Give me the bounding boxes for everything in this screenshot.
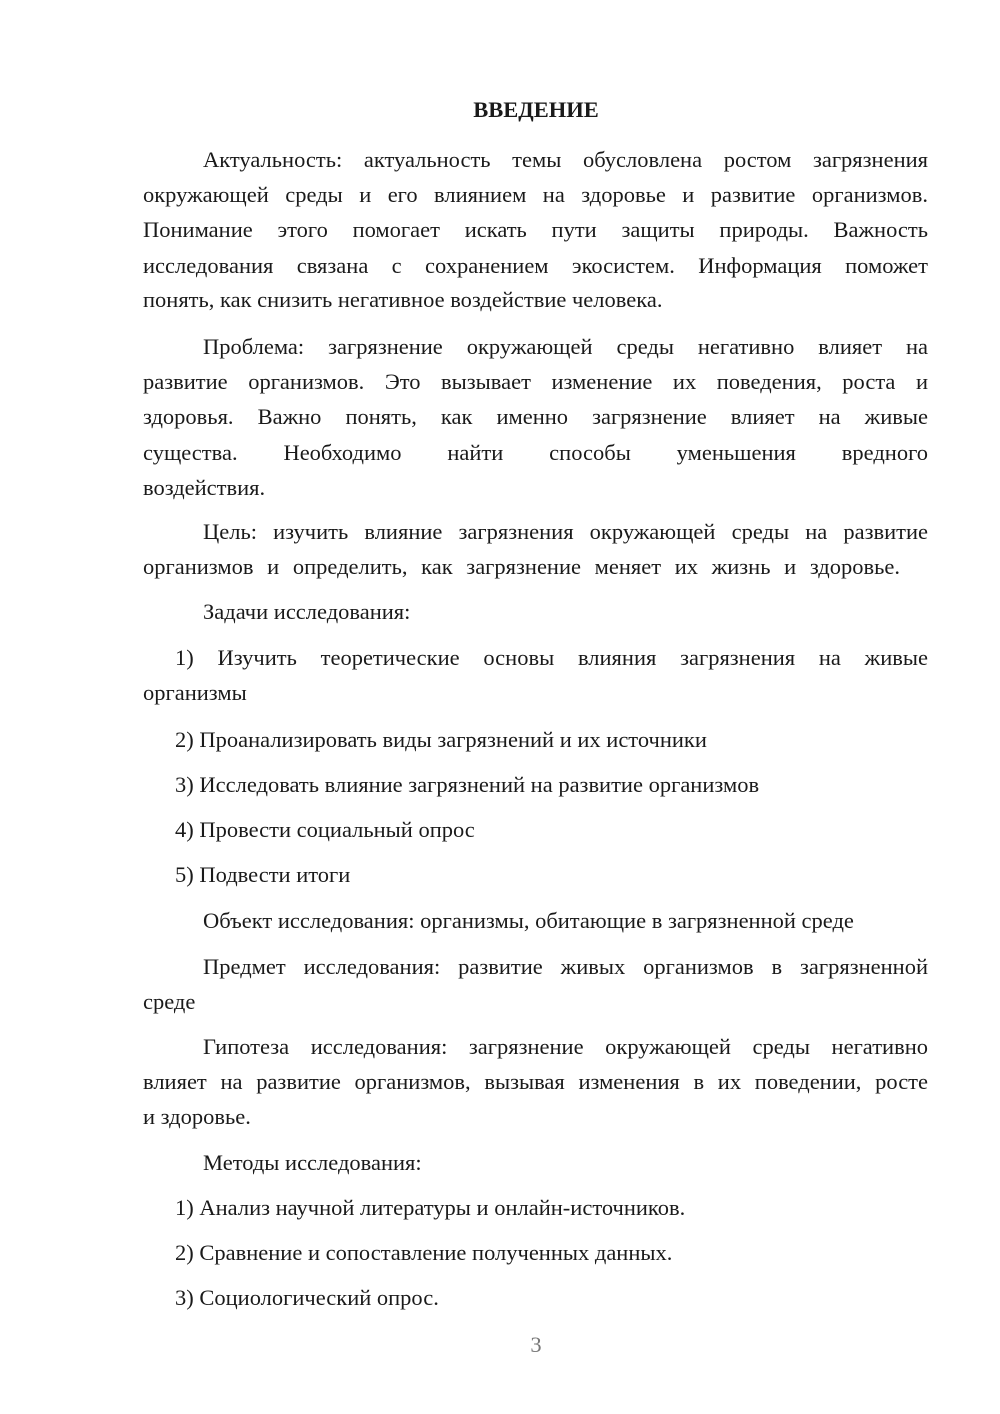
text-line: Проблема: загрязнение окружающей среды негативно влияет на	[203, 334, 928, 359]
text-line: Понимание этого помогает искать пути защиты природы. Важность	[143, 217, 928, 242]
text-line: развитие организмов. Это вызывает изменение их поведения, роста и	[143, 369, 928, 394]
text-line: Цель: изучить влияние загрязнения окружающей среды на развитие	[203, 519, 928, 544]
page-number: 3	[530, 1332, 542, 1357]
list-item: 3) Социологический опрос.	[175, 1285, 439, 1310]
section-title: ВВЕДЕНИЕ	[473, 97, 599, 122]
list-item: 1) Анализ научной литературы и онлайн-источников.	[175, 1195, 686, 1220]
object-paragraph: Объект исследования: организмы, обитающие в загрязненной среде	[203, 908, 854, 933]
text-line: окружающей среды и его влиянием на здоровье и развитие организмов.	[143, 182, 928, 207]
text-line: организмов и определить, как загрязнение меняет их жизнь и здоровье.	[143, 554, 900, 579]
text-line: влияет на развитие организмов, вызывая изменения в их поведении, росте	[143, 1069, 928, 1094]
text-line: понять, как снизить негативное воздействие человека.	[143, 287, 663, 312]
text-line: Актуальность: актуальность темы обусловлена ростом загрязнения	[203, 147, 928, 172]
list-item-continuation: организмы	[143, 680, 247, 705]
text-line: здоровья. Важно понять, как именно загрязнение влияет на живые	[143, 404, 928, 429]
tasks-heading: Задачи исследования:	[203, 599, 411, 624]
methods-heading: Методы исследования:	[203, 1150, 422, 1175]
list-item: 3) Исследовать влияние загрязнений на развитие организмов	[175, 772, 760, 797]
list-item: 5) Подвести итоги	[175, 862, 351, 887]
list-item: 1) Изучить теоретические основы влияния загрязнения на живые	[175, 645, 928, 670]
list-item: 2) Сравнение и сопоставление полученных данных.	[175, 1240, 673, 1265]
text-line: воздействия.	[143, 475, 266, 500]
text-line: существа. Необходимо найти способы уменьшения вредного	[143, 440, 928, 465]
text-line: исследования связана с сохранением экосистем. Информация поможет	[143, 253, 928, 278]
text-line: среде	[143, 989, 196, 1014]
text-line: Гипотеза исследования: загрязнение окружающей среды негативно	[203, 1034, 928, 1059]
list-item: 4) Провести социальный опрос	[175, 817, 475, 842]
text-line: и здоровье.	[143, 1104, 251, 1129]
list-item: 2) Проанализировать виды загрязнений и их источники	[175, 727, 707, 752]
text-line: Предмет исследования: развитие живых организмов в загрязненной	[203, 954, 928, 979]
